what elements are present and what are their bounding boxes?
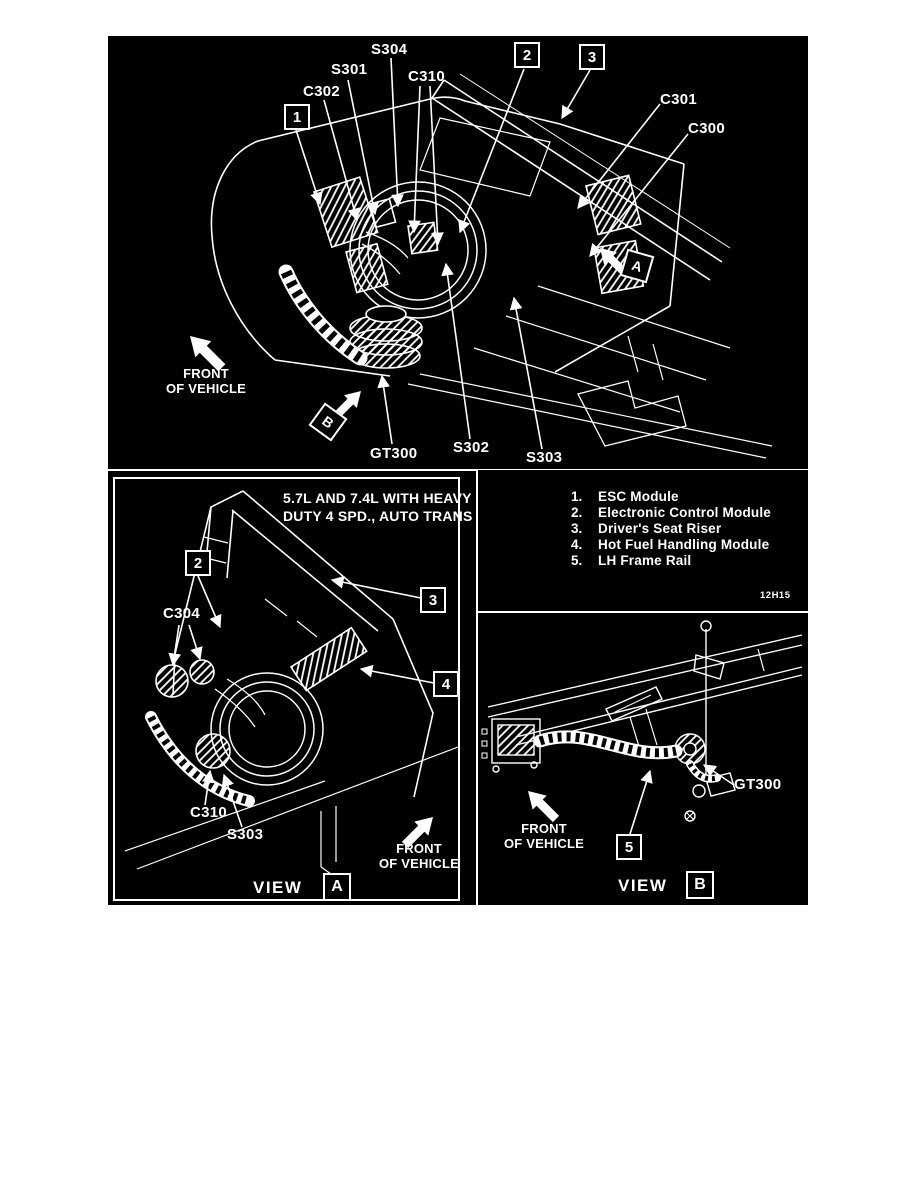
callout-s301: S301 bbox=[331, 61, 368, 78]
callout-c302: C302 bbox=[303, 83, 341, 100]
legend-num: 4. bbox=[571, 537, 583, 552]
front-of-vehicle-label bbox=[496, 821, 592, 851]
legend-num: 2. bbox=[571, 505, 583, 520]
callout-gt300: GT300 bbox=[734, 776, 782, 793]
view-a-marker: A bbox=[620, 249, 655, 284]
ref-box-3: 3 bbox=[579, 44, 605, 70]
view-a-illustration bbox=[115, 479, 473, 899]
view-a-panel bbox=[113, 477, 473, 901]
view-a-footer-word: VIEW bbox=[253, 878, 303, 897]
callout-c310: C310 bbox=[190, 804, 228, 821]
fuel-tank-harness-figure bbox=[108, 36, 808, 905]
heading-line1: 5.7L AND 7.4L WITH HEAVY bbox=[283, 490, 472, 506]
ref-box-5: 5 bbox=[616, 834, 642, 860]
view-b-illustration bbox=[478, 613, 808, 905]
callout-c300: C300 bbox=[688, 120, 726, 137]
ref-box-2: 2 bbox=[514, 42, 540, 68]
callout-c310: C310 bbox=[408, 68, 446, 85]
ref-box-2: 2 bbox=[185, 550, 211, 576]
legend-num: 1. bbox=[571, 489, 583, 504]
front-line2: OF VEHICLE bbox=[378, 856, 459, 871]
legend-label: Driver's Seat Riser bbox=[598, 521, 722, 536]
legend-label: Electronic Control Module bbox=[598, 505, 772, 520]
front-line2: OF VEHICLE bbox=[503, 836, 584, 851]
front-of-vehicle-arrow-icon bbox=[521, 784, 563, 826]
ref-box-3: 3 bbox=[420, 587, 446, 613]
legend-num: 5. bbox=[571, 553, 583, 568]
view-a-heading bbox=[283, 489, 473, 525]
ref-box-1: 1 bbox=[284, 104, 310, 130]
callout-s303: S303 bbox=[227, 826, 264, 843]
figure-code: 12H15 bbox=[760, 590, 791, 601]
front-line2: OF VEHICLE bbox=[165, 381, 246, 396]
front-line1: FRONT bbox=[183, 366, 229, 381]
front-of-vehicle-label bbox=[373, 841, 465, 871]
legend-panel bbox=[476, 470, 808, 613]
legend-label: Hot Fuel Handling Module bbox=[598, 537, 770, 552]
view-a-footer-letter: A bbox=[323, 873, 351, 901]
legend-label: LH Frame Rail bbox=[598, 553, 692, 568]
view-b-panel bbox=[476, 613, 808, 905]
callout-c301: C301 bbox=[660, 91, 698, 108]
view-b-footer-letter: B bbox=[686, 871, 714, 899]
callout-s304: S304 bbox=[371, 41, 408, 58]
main-view-panel bbox=[108, 36, 808, 469]
ref-box-4: 4 bbox=[433, 671, 459, 697]
callout-gt300: GT300 bbox=[370, 445, 418, 462]
legend-num: 3. bbox=[571, 521, 583, 536]
view-b-footer-word: VIEW bbox=[618, 876, 668, 895]
front-line1: FRONT bbox=[396, 841, 442, 856]
callout-s302: S302 bbox=[453, 439, 490, 456]
callout-c304: C304 bbox=[163, 605, 201, 622]
view-b-marker: B bbox=[308, 402, 347, 441]
legend-label: ESC Module bbox=[598, 489, 679, 504]
callout-s303: S303 bbox=[526, 449, 563, 466]
front-line1: FRONT bbox=[521, 821, 567, 836]
front-of-vehicle-label bbox=[158, 366, 254, 396]
heading-line2: DUTY 4 SPD., AUTO TRANS bbox=[283, 508, 473, 524]
main-illustration bbox=[108, 36, 808, 469]
